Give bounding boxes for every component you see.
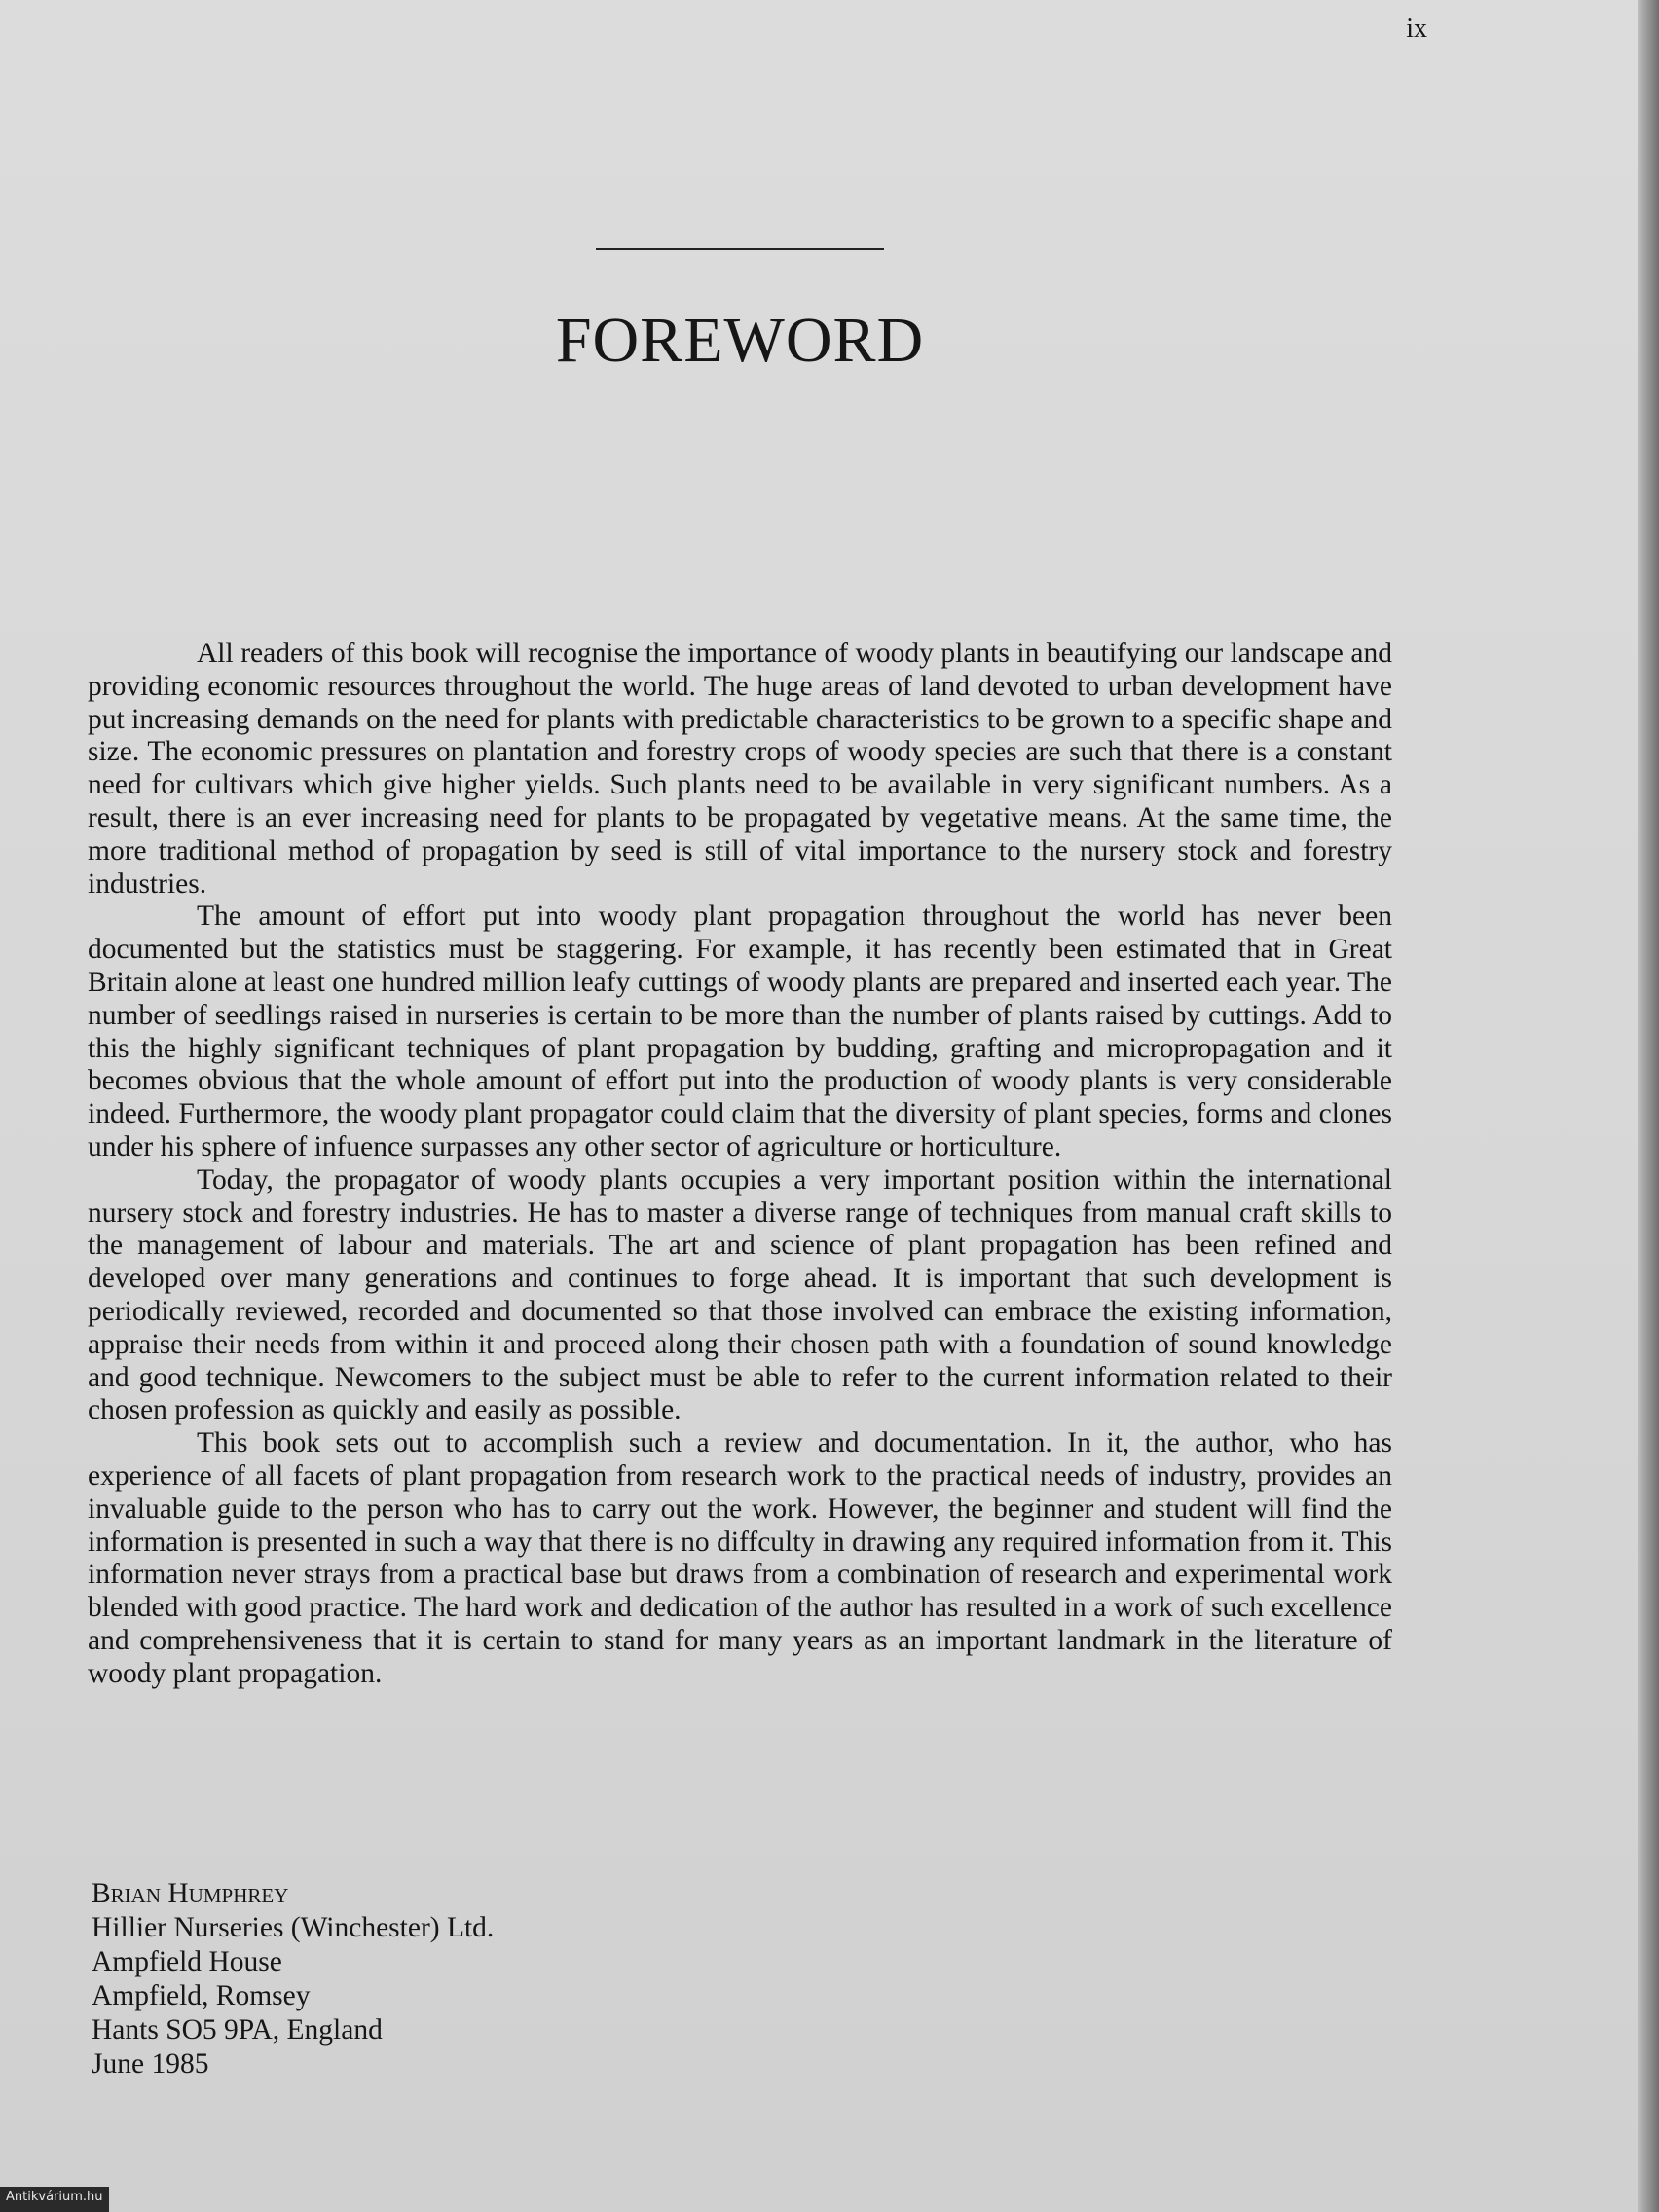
signature-date: June 1985 bbox=[92, 2048, 209, 2080]
paragraph-2: The amount of effort put into woody plant propagation throughout the world has never been documented but the statistics must be staggering. For example, it has recently been estimated that in Great Britain alone at least one hundred million leafy cuttings of woody plants are prepared and inserted each year. The number of seedlings raised in nurseries is certain to be more than the number of plants raised by cuttings. Add to this the highly significant techniques of plant propagation by budding, grafting and micropropagation and it becomes obvious that the whole amount of effort put into the production of woody plants is very considerable indeed. Furthermore, the woody plant propagator could claim that the diversity of plant species, forms and clones under his sphere of infuence surpasses any other sector of agriculture or horticulture. bbox=[88, 901, 1392, 1162]
address-line-2: Ampfield, Romsey bbox=[92, 1980, 311, 2011]
foreword-body bbox=[88, 638, 1392, 1691]
signature-block bbox=[92, 1877, 494, 2082]
paragraph-3: Today, the propagator of woody plants occupies a very important position within the international nursery stock and forestry industries. He has to master a diverse range of techniques from manual craft skills to the management of labour and materials. The art and science of plant propagation has been refined and developed over many generations and continues to forge ahead. It is important that such development is periodically reviewed, recorded and documented so that those involved can embrace the existing information, appraise their needs from within it and proceed along their chosen path with a foundation of sound knowledge and good technique. Newcomers to the subject must be able to refer to the current information related to their chosen profession as quickly and easily as possible. bbox=[88, 1163, 1392, 1426]
company-name: Hillier Nurseries (Winchester) Ltd. bbox=[92, 1912, 495, 1943]
title-rule bbox=[596, 248, 884, 250]
address-line-1: Ampfield House bbox=[92, 1946, 282, 1977]
paragraph-4: This book sets out to accomplish such a review and documentation. In it, the author, who has experience of all facets of plant propagation from research work to the practical needs of industry, provides an invaluable guide to the person who has to carry out the work. However, the beginner and student will find the information is presented in such a way that there is no diffculty in drawing any required information from it. This information never strays from a practical base but draws from a combination of research and experimental work blended with good practice. The hard work and dedication of the author has resulted in a work of such excellence and comprehensiveness that it is certain to stand for many years as an important landmark in the literature of woody plant propagation. bbox=[88, 1427, 1392, 1689]
page-number: ix bbox=[1406, 14, 1427, 44]
watermark-label: Antikvárium.hu bbox=[0, 2187, 109, 2212]
page-edge-shadow bbox=[1638, 0, 1659, 2212]
author-name: Brian Humphrey bbox=[92, 1878, 289, 1909]
address-line-3: Hants SO5 9PA, England bbox=[92, 2014, 383, 2046]
paragraph-1: All readers of this book will recognise the importance of woody plants in beautifying our landscape and providing economic resources throughout the world. The huge areas of land devoted to urban development have put increasing demands on the need for plants with predictable characteristics to be grown to a specific shape and size. The economic pressures on plantation and forestry crops of woody species are such that there is a constant need for cultivars which give higher yields. Such plants need to be available in very significant numbers. As a result, there is an ever increasing need for plants to be propagated by vegetative means. At the same time, the more traditional method of propagation by seed is still of vital importance to the nursery stock and forestry industries. bbox=[88, 638, 1392, 900]
page-title: FOREWORD bbox=[555, 305, 925, 376]
